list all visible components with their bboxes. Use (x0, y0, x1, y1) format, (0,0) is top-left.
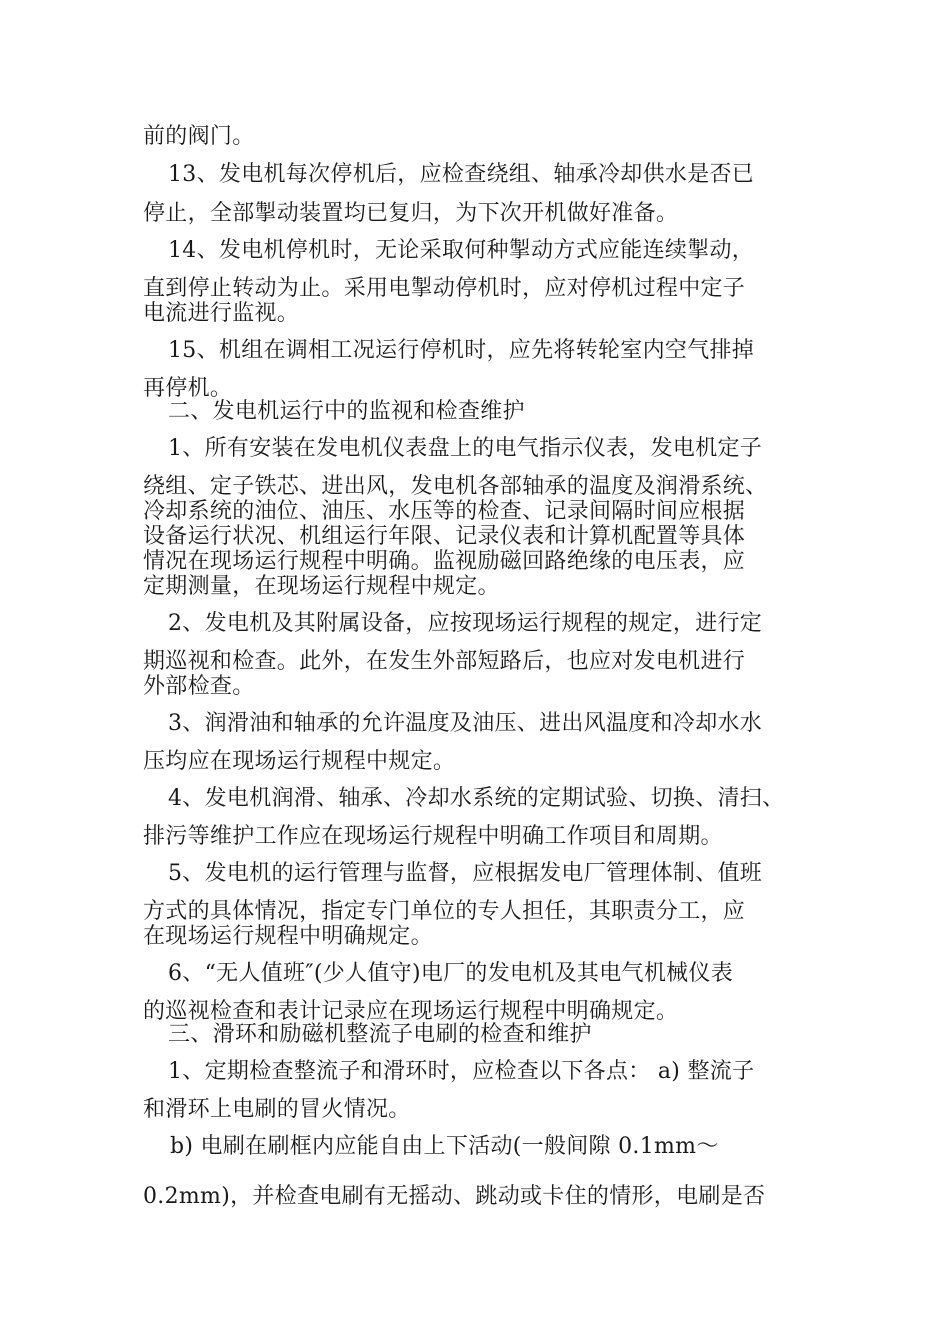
text-line: 期巡视和检查。此外，在发生外部短路后，也应对发电机进行 (143, 649, 746, 674)
text-line: 2、发电机及其附属设备，应按现场运行规程的规定，进行定 (168, 611, 763, 636)
text-line: 前的阀门。 (143, 124, 255, 149)
text-line: 4、发电机润滑、轴承、冷却水系统的定期试验、切换、清扫、 (168, 786, 785, 811)
section-heading: 三、滑环和励磁机整流子电刷的检查和维护 (168, 1022, 592, 1047)
text-line: 6、“无人值班″(少人值守)电厂的发电机及其电气机械仪表 (168, 961, 734, 986)
text-line: 0.2mm)，并检查电刷有无摇动、跳动或卡住的情形，电刷是否 (143, 1184, 766, 1209)
text-line: 14、发电机停机时，无论采取何种掣动方式应能连续掣动， (168, 238, 755, 263)
text-line: 情况在现场运行规程中明确。监视励磁回路绝缘的电压表，应 (143, 549, 746, 574)
text-line: 定期测量，在现场运行规程中规定。 (143, 574, 500, 599)
text-line: 方式的具体情况，指定专门单位的专人担任，其职责分工，应 (143, 899, 746, 924)
text-line: 外部检查。 (143, 674, 255, 699)
text-line: 15、机组在调相工况运行停机时，应先将转轮室内空气排掉 (168, 338, 755, 363)
text-line: 5、发电机的运行管理与监督，应根据发电厂管理体制、值班 (168, 861, 763, 886)
text-line: 1、定期检查整流子和滑环时，应检查以下各点： a) 整流子 (168, 1059, 755, 1084)
text-line: 和滑环上电刷的冒火情况。 (143, 1097, 411, 1122)
text-line: 冷却系统的油位、油压、水压等的检查、记录间隔时间应根据 (143, 499, 746, 524)
text-line: 在现场运行规程中明确规定。 (143, 924, 433, 949)
text-line: 直到停止转动为止。采用电掣动停机时，应对停机过程中定子 (143, 276, 746, 301)
text-line: 3、润滑油和轴承的允许温度及油压、进出风温度和冷却水水 (168, 711, 763, 736)
text-line: 的巡视检查和表计记录应在现场运行规程中明确规定。 (143, 999, 679, 1024)
text-line: 13、发电机每次停机后，应检查绕组、轴承冷却供水是否已 (168, 162, 755, 187)
text-line: 1、所有安装在发电机仪表盘上的电气指示仪表，发电机定子 (168, 436, 763, 461)
text-line: 停止，全部掣动装置均已复归，为下次开机做好准备。 (143, 201, 679, 226)
text-line: 压均应在现场运行规程中规定。 (143, 749, 456, 774)
text-line: 电流进行监视。 (143, 301, 300, 326)
text-line: 再停机。 (143, 376, 233, 401)
text-line: 排污等维护工作应在现场运行规程中明确工作项目和周期。 (143, 824, 723, 849)
text-line: 设备运行状况、机组运行年限、记录仪表和计算机配置等具体 (143, 524, 746, 549)
section-heading: 二、发电机运行中的监视和检查维护 (168, 399, 525, 424)
text-line: b) 电刷在刷框内应能自由上下活动(一般间隙 0.1mm～ (170, 1134, 719, 1159)
text-line: 绕组、定子铁芯、进出风，发电机各部轴承的温度及润滑系统、 (143, 474, 768, 499)
